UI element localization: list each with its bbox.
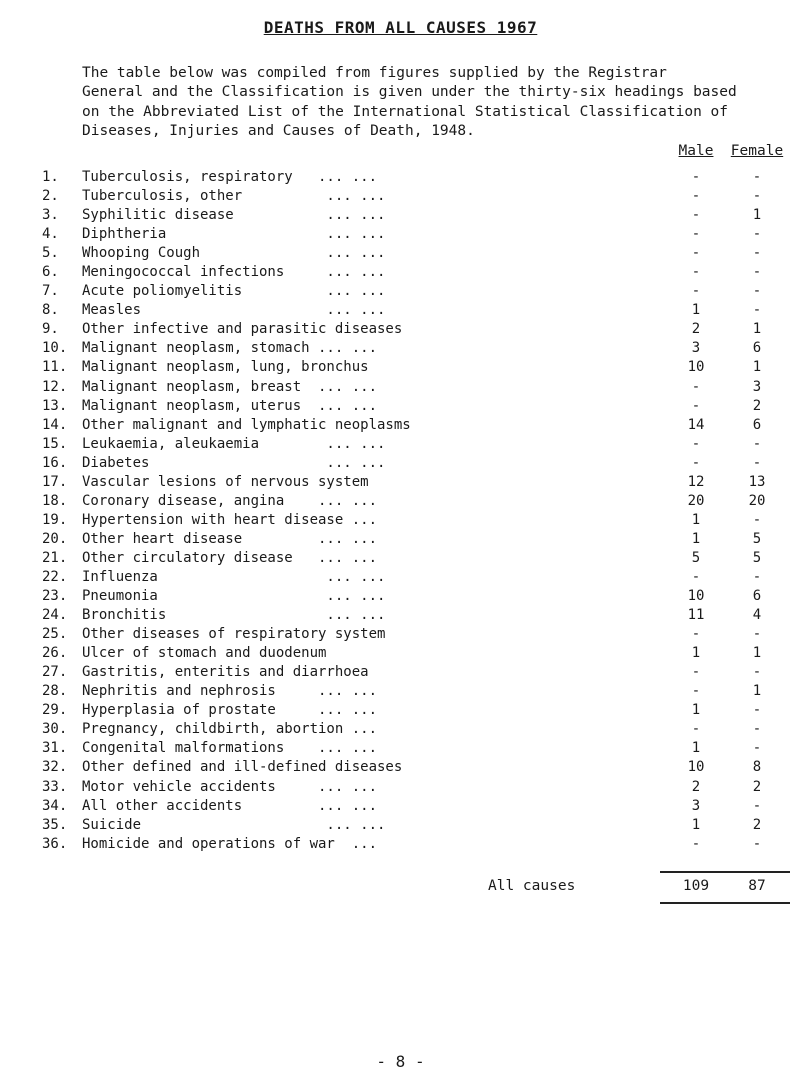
cause-label: Other heart disease ... ... — [82, 530, 378, 547]
male-count: 20 — [687, 492, 705, 509]
female-count: - — [752, 283, 762, 300]
table-row — [0, 816, 801, 835]
row-number: 28. — [42, 683, 68, 700]
table-row — [0, 244, 801, 263]
cause-label: Coronary disease, angina ... ... — [82, 492, 378, 509]
row-number: 34. — [42, 797, 68, 814]
row-number: 21. — [42, 549, 68, 566]
table-row — [0, 644, 801, 663]
table-row — [0, 778, 801, 797]
male-count: - — [691, 378, 701, 395]
cause-label: Malignant neoplasm, uterus ... ... — [82, 397, 378, 414]
table-row — [0, 701, 801, 720]
female-count: 2 — [752, 397, 762, 414]
row-number: 24. — [42, 607, 68, 624]
table-row — [0, 454, 801, 473]
cause-label: Other circulatory disease ... ... — [82, 549, 378, 566]
male-count: - — [691, 283, 701, 300]
male-count: 1 — [691, 530, 701, 547]
cause-label: Bronchitis ... ... — [82, 607, 386, 624]
female-count: - — [752, 702, 762, 719]
row-number: 10. — [42, 340, 68, 357]
female-count: 6 — [752, 416, 762, 433]
cause-label: Pneumonia ... ... — [82, 588, 386, 605]
table-row — [0, 511, 801, 530]
male-count: 1 — [691, 816, 701, 833]
male-count: - — [691, 397, 701, 414]
male-count: - — [691, 245, 701, 262]
cause-label: Hyperplasia of prostate ... ... — [82, 702, 378, 719]
female-count: - — [752, 454, 762, 471]
female-count: - — [752, 245, 762, 262]
female-count: 2 — [752, 778, 762, 795]
male-count: 3 — [691, 797, 701, 814]
row-number: 31. — [42, 740, 68, 757]
table-row — [0, 568, 801, 587]
male-count: - — [691, 721, 701, 738]
cause-label: Congenital malformations ... ... — [82, 740, 378, 757]
row-number: 23. — [42, 588, 68, 605]
cause-label: Hypertension with heart disease ... — [82, 511, 378, 528]
table-row — [0, 397, 801, 416]
female-count: 1 — [752, 207, 762, 224]
cause-label: Ulcer of stomach and duodenum — [82, 645, 327, 662]
male-count: 1 — [691, 740, 701, 757]
row-number: 1. — [42, 169, 59, 185]
male-count: 10 — [687, 759, 705, 776]
row-number: 13. — [42, 397, 68, 414]
female-count: - — [752, 664, 762, 681]
male-count: 3 — [691, 340, 701, 357]
table-row — [0, 549, 801, 568]
table-row — [0, 358, 801, 377]
cause-label: Syphilitic disease ... ... — [82, 207, 386, 224]
cause-label: Other diseases of respiratory system — [82, 626, 386, 643]
table-row — [0, 606, 801, 625]
cause-label: Acute poliomyelitis ... ... — [82, 283, 386, 300]
cause-label: Other defined and ill-defined diseases — [82, 759, 403, 776]
table-row — [0, 187, 801, 206]
cause-label: Other infective and parasitic diseases — [82, 321, 403, 338]
total-label: All causes — [488, 878, 576, 894]
female-count: 5 — [752, 549, 762, 566]
cause-label: Leukaemia, aleukaemia ... ... — [82, 435, 386, 452]
total-rule-top — [660, 871, 790, 873]
male-count: 1 — [691, 302, 701, 319]
cause-label: Diphtheria ... ... — [82, 226, 386, 243]
female-count: 6 — [752, 340, 762, 357]
male-count: - — [691, 207, 701, 224]
table-row — [0, 720, 801, 739]
male-column-header: Male — [678, 143, 714, 159]
female-count: 1 — [752, 321, 762, 338]
table-row — [0, 168, 801, 187]
row-number: 4. — [42, 226, 59, 243]
table-row — [0, 835, 801, 854]
cause-label: Meningococcal infections ... ... — [82, 264, 386, 281]
female-count: - — [752, 626, 762, 643]
cause-label: Homicide and operations of war ... — [82, 835, 378, 852]
cause-label: Tuberculosis, respiratory ... ... — [82, 169, 378, 185]
row-number: 33. — [42, 778, 68, 795]
male-count: - — [691, 835, 701, 852]
row-number: 22. — [42, 568, 68, 585]
cause-label: Malignant neoplasm, stomach ... ... — [82, 340, 378, 357]
female-count: 13 — [748, 473, 766, 490]
row-number: 32. — [42, 759, 68, 776]
table-row — [0, 263, 801, 282]
male-count: - — [691, 664, 701, 681]
female-count: 3 — [752, 378, 762, 395]
female-count: 8 — [752, 759, 762, 776]
male-count: 10 — [687, 588, 705, 605]
female-count: - — [752, 835, 762, 852]
row-number: 36. — [42, 835, 68, 852]
female-count: - — [752, 264, 762, 281]
row-number: 35. — [42, 816, 68, 833]
male-count: - — [691, 454, 701, 471]
cause-label: Malignant neoplasm, breast ... ... — [82, 378, 378, 395]
table-row — [0, 282, 801, 301]
row-number: 18. — [42, 492, 68, 509]
male-count: - — [691, 169, 701, 185]
cause-label: Pregnancy, childbirth, abortion ... — [82, 721, 378, 738]
row-number: 9. — [42, 321, 59, 338]
female-count: - — [752, 188, 762, 205]
female-count: 4 — [752, 607, 762, 624]
cause-label: Nephritis and nephrosis ... ... — [82, 683, 378, 700]
cause-label: Vascular lesions of nervous system — [82, 473, 369, 490]
male-count: 5 — [691, 549, 701, 566]
female-count: 5 — [752, 530, 762, 547]
row-number: 14. — [42, 416, 68, 433]
table-row — [0, 301, 801, 320]
table-row — [0, 320, 801, 339]
female-count: - — [752, 568, 762, 585]
table-row — [0, 530, 801, 549]
cause-label: Measles ... ... — [82, 302, 386, 319]
female-count: - — [752, 302, 762, 319]
table-row — [0, 339, 801, 358]
female-count: 1 — [752, 645, 762, 662]
female-count: - — [752, 740, 762, 757]
female-count: - — [752, 797, 762, 814]
cause-label: All other accidents ... ... — [82, 797, 378, 814]
row-number: 12. — [42, 378, 68, 395]
cause-label: Other malignant and lymphatic neoplasms — [82, 416, 411, 433]
male-count: 10 — [687, 359, 705, 376]
table-row — [0, 739, 801, 758]
table-row — [0, 435, 801, 454]
causes-table — [0, 168, 801, 854]
female-column-header: Female — [730, 143, 784, 159]
cause-label: Malignant neoplasm, lung, bronchus — [82, 359, 369, 376]
row-number: 17. — [42, 473, 68, 490]
table-row — [0, 416, 801, 435]
male-count: 2 — [691, 321, 701, 338]
female-count: - — [752, 169, 762, 185]
female-count: - — [752, 435, 762, 452]
table-row — [0, 625, 801, 644]
total-female: 87 — [748, 878, 766, 894]
female-count: 2 — [752, 816, 762, 833]
male-count: 1 — [691, 645, 701, 662]
intro-line: The table below was compiled from figures supplied by the Registrar — [82, 65, 667, 81]
female-count: 20 — [748, 492, 766, 509]
row-number: 25. — [42, 626, 68, 643]
male-count: 2 — [691, 778, 701, 795]
table-row — [0, 758, 801, 777]
female-count: 1 — [752, 683, 762, 700]
row-number: 3. — [42, 207, 59, 224]
row-number: 11. — [42, 359, 68, 376]
row-number: 15. — [42, 435, 68, 452]
page-number: - 8 - — [376, 1052, 425, 1071]
row-number: 7. — [42, 283, 59, 300]
male-count: 11 — [687, 607, 705, 624]
row-number: 27. — [42, 664, 68, 681]
row-number: 30. — [42, 721, 68, 738]
male-count: - — [691, 683, 701, 700]
table-row — [0, 378, 801, 397]
row-number: 19. — [42, 511, 68, 528]
male-count: - — [691, 435, 701, 452]
cause-label: Suicide ... ... — [82, 816, 386, 833]
intro-line: on the Abbreviated List of the International Statistical Classification of — [82, 103, 729, 120]
table-row — [0, 225, 801, 244]
cause-label: Gastritis, enteritis and diarrhoea — [82, 664, 369, 681]
female-count: - — [752, 226, 762, 243]
intro-paragraph — [82, 64, 772, 141]
table-row — [0, 206, 801, 225]
male-count: - — [691, 626, 701, 643]
row-number: 5. — [42, 245, 59, 262]
total-rule-bottom — [660, 902, 790, 904]
cause-label: Motor vehicle accidents ... ... — [82, 778, 378, 795]
table-row — [0, 797, 801, 816]
male-count: - — [691, 568, 701, 585]
table-row — [0, 682, 801, 701]
row-number: 2. — [42, 188, 59, 205]
female-count: - — [752, 721, 762, 738]
male-count: 14 — [687, 416, 705, 433]
row-number: 8. — [42, 302, 59, 319]
male-count: - — [691, 226, 701, 243]
row-number: 29. — [42, 702, 68, 719]
cause-label: Influenza ... ... — [82, 568, 386, 585]
female-count: 1 — [752, 359, 762, 376]
male-count: - — [691, 188, 701, 205]
row-number: 26. — [42, 645, 68, 662]
female-count: 6 — [752, 588, 762, 605]
cause-label: Whooping Cough ... ... — [82, 245, 386, 262]
cause-label: Diabetes ... ... — [82, 454, 386, 471]
row-number: 16. — [42, 454, 68, 471]
male-count: 1 — [691, 511, 701, 528]
male-count: - — [691, 264, 701, 281]
row-number: 20. — [42, 530, 68, 547]
total-male: 109 — [682, 878, 710, 894]
table-row — [0, 663, 801, 682]
page-title: DEATHS FROM ALL CAUSES 1967 — [263, 18, 538, 37]
male-count: 1 — [691, 702, 701, 719]
cause-label: Tuberculosis, other ... ... — [82, 188, 386, 205]
table-row — [0, 492, 801, 511]
intro-line: Diseases, Injuries and Causes of Death, 1948. — [82, 122, 475, 139]
table-row — [0, 587, 801, 606]
table-row — [0, 473, 801, 492]
row-number: 6. — [42, 264, 59, 281]
intro-line: General and the Classification is given under the thirty-six headings based — [82, 84, 737, 101]
male-count: 12 — [687, 473, 705, 490]
female-count: - — [752, 511, 762, 528]
